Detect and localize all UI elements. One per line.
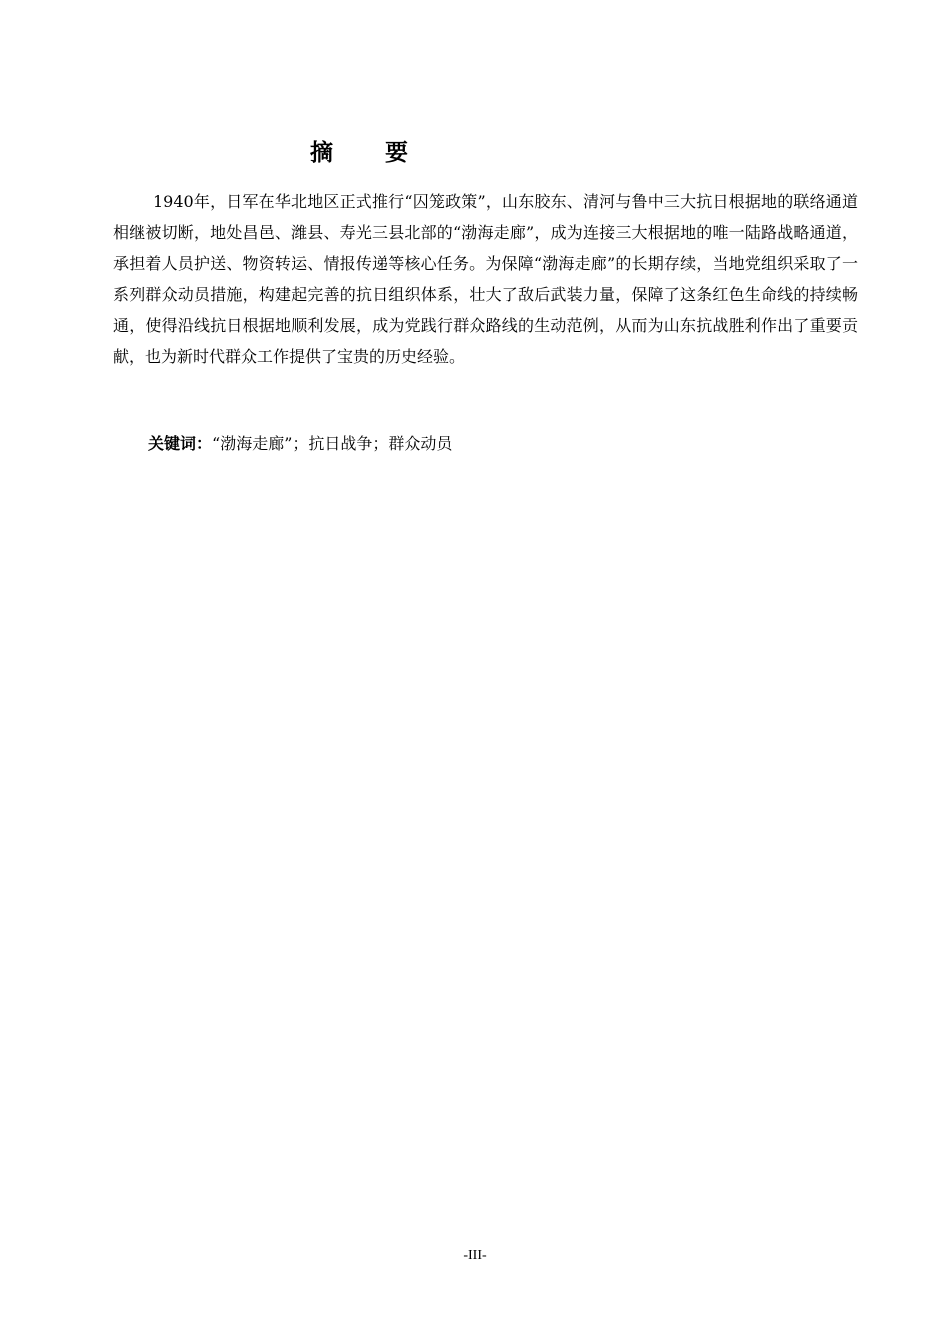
- keywords-line: [148, 428, 452, 459]
- keywords-label: 关键词：: [148, 434, 213, 453]
- page-title: 摘 要: [309, 140, 430, 166]
- abstract-paragraph: 1940年，日军在华北地区正式推行“囚笼政策”，山东胶东、清河与鲁中三大抗日根据地的联络通道相继被切断，地处昌邑、潍县、寿光三县北部的“渤海走廊”，成为连接三大根据地的唯一陆路战略通道，承担着人员护送、物资转运、情报传递等核心任务。为保障“渤海走廊”的长期存续，当地党组织采取了一系列群众动员措施，构建起完善的抗日组织体系，壮大了敌后武装力量，保障了这条红色生命线的持续畅通，使得沿线抗日根据地顺利发展，成为党践行群众路线的生动范例，从而为山东抗战胜利作出了重要贡献，也为新时代群众工作提供了宝贵的历史经验。: [113, 192, 858, 366]
- page-number: -III-: [463, 1248, 487, 1263]
- keywords-value: “渤海走廊”；抗日战争；群众动员: [212, 434, 453, 453]
